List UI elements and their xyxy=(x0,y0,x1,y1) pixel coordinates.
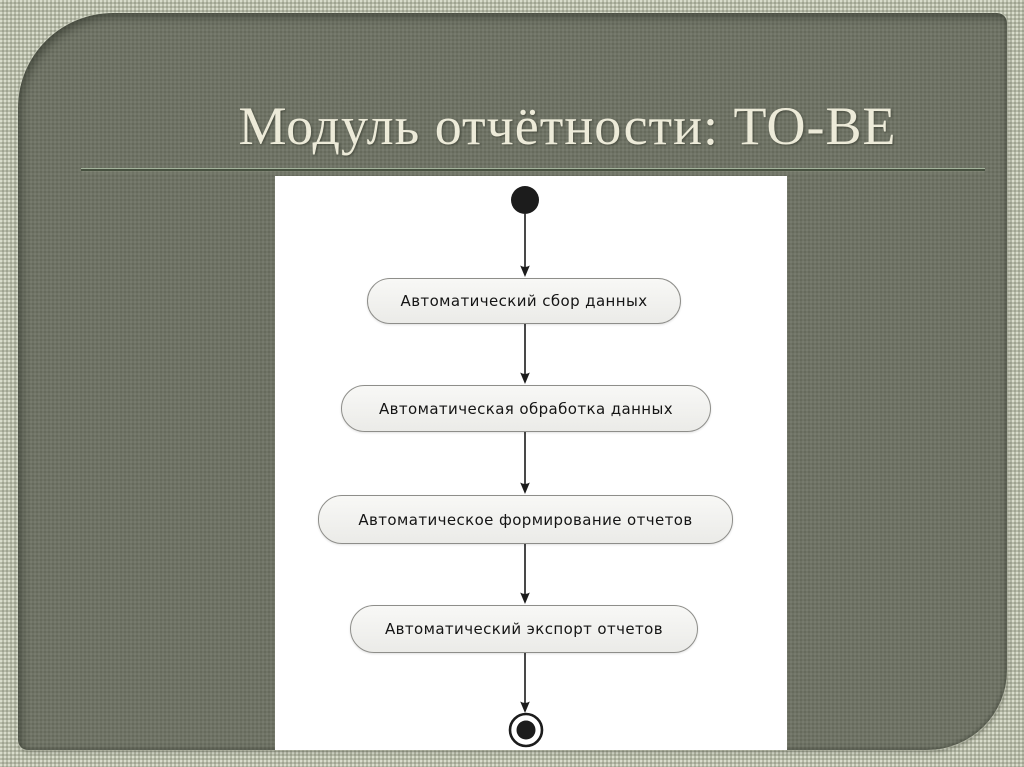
activity-step-2: Автоматическая обработка данных xyxy=(341,385,711,432)
activity-step-3: Автоматическое формирование отчетов xyxy=(318,495,733,544)
diagram-canvas xyxy=(275,176,787,750)
flow-arrows xyxy=(275,176,787,750)
slide-title: Модуль отчётности: TO-BE xyxy=(238,96,897,156)
end-node-icon xyxy=(510,714,542,746)
start-node-icon xyxy=(511,186,539,214)
slide-panel xyxy=(18,13,1007,750)
activity-step-1: Автоматический сбор данных xyxy=(367,278,681,324)
title-separator xyxy=(81,168,985,171)
activity-step-4: Автоматический экспорт отчетов xyxy=(350,605,698,653)
